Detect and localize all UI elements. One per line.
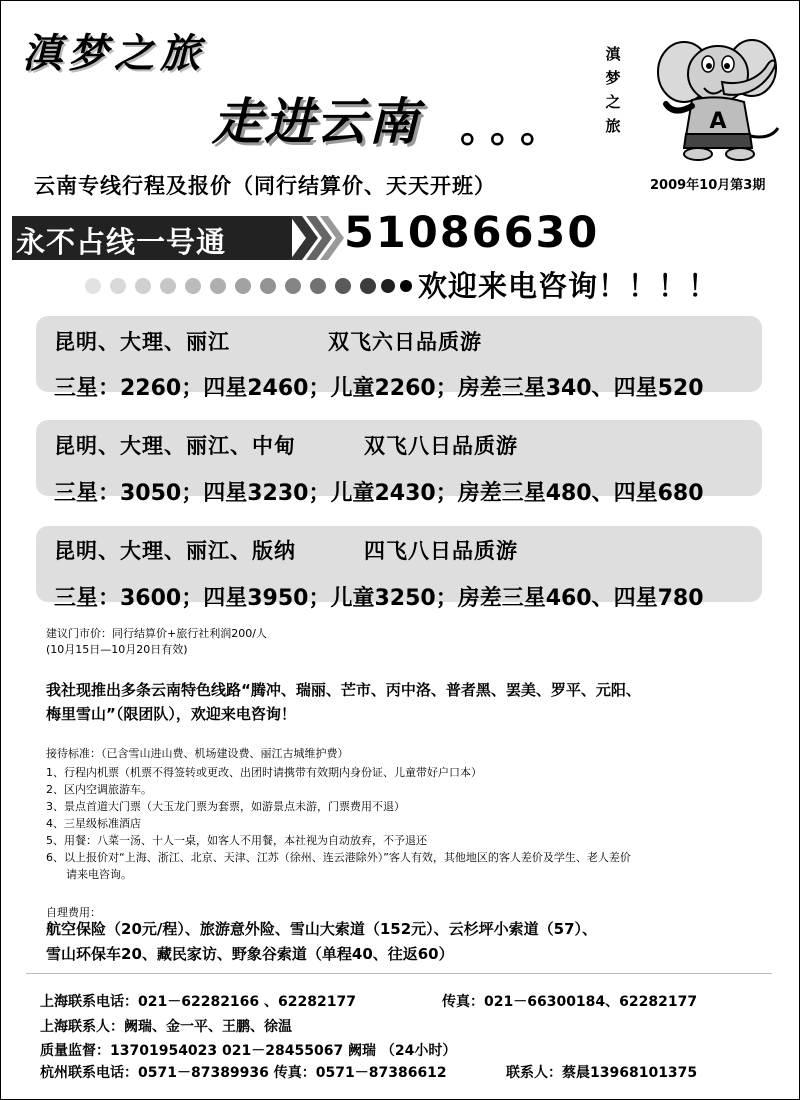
dots-decoration xyxy=(84,275,414,297)
hotline-number: 51086630 xyxy=(344,208,600,258)
hangzhou-phone: 杭州联系电话：0571－87389936 传真：0571－87386612 xyxy=(40,1065,447,1081)
special-lines-text: 我社现推出多条云南特色线路“腾冲、瑞丽、芒市、丙中洛、普者黑、罢美、罗平、元阳、 xyxy=(46,681,641,699)
valid-dates-note: (10月15日—10月20日有效) xyxy=(46,643,188,656)
route-name: 四飞八日品质游 xyxy=(364,539,518,563)
self-pay-line-2: 雪山环保车20、藏民家访、野象谷索道（单程40、往返60） xyxy=(46,945,454,963)
shanghai-phone: 上海联系电话：021－62282166 、62282177 xyxy=(40,994,356,1010)
shanghai-fax: 传真：021－66300184、62282177 xyxy=(442,994,698,1010)
hangzhou-contact: 联系人：蔡晨13968101375 xyxy=(506,1065,698,1081)
route-price: 三星：3050；四星3230；儿童2430；房差三星480、四星680 xyxy=(54,481,704,506)
quality-supervision: 质量监督：13701954023 021－28455067 阙瑞 （24小时） xyxy=(40,1043,457,1059)
hotline-slogan: 永不占线一号通 xyxy=(16,225,227,259)
route-cities: 昆明、大理、丽江、版纳 xyxy=(54,539,296,563)
route-price: 三星：3600；四星3950；儿童3250；房差三星460、四星780 xyxy=(54,586,704,611)
route-name: 双飞六日品质游 xyxy=(328,330,482,354)
standards-item: 请来电咨询。 xyxy=(66,868,132,881)
headline-dots: 。。。 xyxy=(460,105,570,151)
special-lines-text-2: 梅里雪山”（限团队），欢迎来电咨询！ xyxy=(46,705,296,723)
retail-price-note: 建议门市价：同行结算价+旅行社利润200/人 xyxy=(46,627,267,640)
brand-title: 滇梦之旅 xyxy=(22,30,206,77)
route-price: 三星：2260；四星2460；儿童2260；房差三星340、四星520 xyxy=(54,376,704,401)
stripe-decoration xyxy=(290,216,346,260)
standards-item: 5、用餐：八菜一汤、十人一桌，如客人不用餐，本社视为自动放弃，不予退还 xyxy=(46,834,427,847)
logo-area xyxy=(592,24,788,164)
vertical-brand: 滇梦之旅 xyxy=(605,45,621,135)
self-pay-line: 航空保险（20元/程）、旅游意外险、雪山大索道（152元）、云杉坪小索道（57）、 xyxy=(46,920,598,938)
issue-date: 2009年10月第3期 xyxy=(650,178,766,193)
welcome-text: 欢迎来电咨询！！！！ xyxy=(418,269,719,303)
shanghai-contacts: 上海联系人：阙瑞、金一平、王鹏、徐温 xyxy=(40,1019,292,1035)
subtitle: 云南专线行程及报价（同行结算价、天天开班） xyxy=(34,174,496,198)
standards-item: 2、区内空调旅游车。 xyxy=(46,783,152,796)
svg-text:A: A xyxy=(709,109,727,134)
standards-item: 6、以上报价对“上海、浙江、北京、天津、江苏（徐州、连云港除外）”客人有效，其他地区的客人差价及学生、老人差价 xyxy=(46,851,631,864)
route-cities: 昆明、大理、丽江、中甸 xyxy=(54,434,296,458)
standards-item: 4、三星级标准酒店 xyxy=(46,817,141,830)
divider xyxy=(26,973,772,974)
elephant-mascot-icon xyxy=(652,24,788,164)
standards-item: 3、景点首道大门票（大玉龙门票为套票，如游景点未游，门票费用不退） xyxy=(46,800,405,813)
self-pay-title: 自理费用： xyxy=(46,906,101,919)
standards-title: 接待标准：（已含雪山进山费、机场建设费、丽江古城维护费） xyxy=(46,747,349,760)
headline: 走进云南 xyxy=(212,93,420,151)
standards-item: 1、行程内机票（机票不得签转或更改、出团时请携带有效期内身份证、儿童带好户口本） xyxy=(46,766,482,779)
route-cities: 昆明、大理、丽江 xyxy=(54,330,230,354)
route-name: 双飞八日品质游 xyxy=(364,434,518,458)
